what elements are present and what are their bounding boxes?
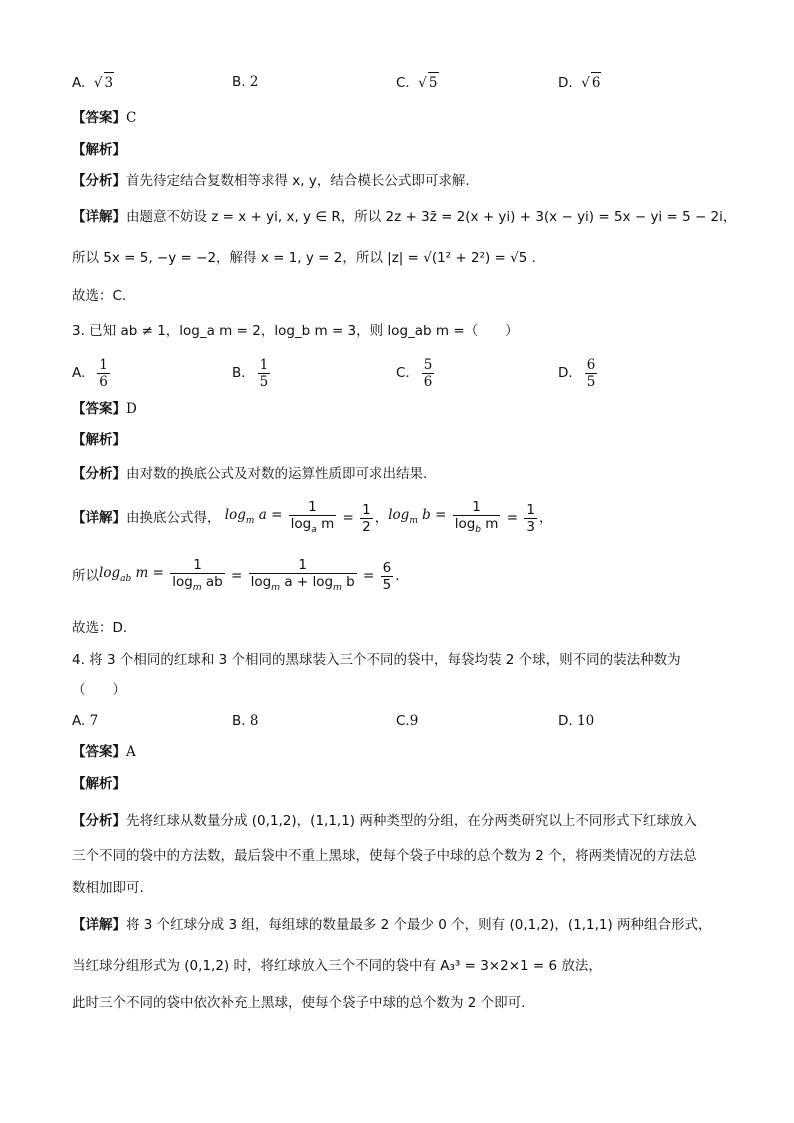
xiangjie-text: 所以 5x = 5, −y = −2，解得 x = 1, y = 2，所以 |z| = √(1² + 2²) = √5 . <box>72 250 536 266</box>
option-label: A. <box>72 75 86 91</box>
option-value: √ 5 <box>414 75 439 91</box>
option-label: A. <box>72 365 86 381</box>
q4-xiangjie-line-3 <box>72 993 734 1013</box>
option-value: 10 <box>576 713 595 729</box>
option-label: B. <box>232 74 246 90</box>
q4-xiangjie-line-2 <box>72 956 734 976</box>
q4-xiangjie-line-1 <box>72 915 734 935</box>
question-stem: （ ） <box>72 682 126 698</box>
xiangjie-tag: 【详解】 <box>72 917 126 933</box>
q4-option-b <box>232 711 258 731</box>
q4-option-a <box>72 711 98 731</box>
denominator: 6 <box>423 373 433 390</box>
numerator: 6 <box>586 356 596 373</box>
q2-option-b <box>232 72 258 92</box>
answer-tag: 【答案】 <box>72 744 126 760</box>
option-label: B. <box>232 713 246 729</box>
q3-option-a <box>72 355 112 391</box>
option-fraction <box>422 357 435 390</box>
xiangjie-text: 将 3 个红球分成 3 组，每组球的数量最多 2 个最少 0 个，则有 (0,1,2)，(1,1,1) 两种组合形式， <box>126 917 712 933</box>
xiangjie-tag: 【详解】 <box>72 209 126 225</box>
q2-xiangjie-line-1 <box>72 207 737 227</box>
q4-answer <box>72 742 734 762</box>
option-value: √ 3 <box>90 75 115 91</box>
q2-option-a <box>72 72 114 93</box>
q4-analysis-heading <box>72 774 734 794</box>
analysis-tag: 【解析】 <box>72 776 126 792</box>
analysis-tag: 【解析】 <box>72 142 126 158</box>
option-label: C. <box>396 75 410 91</box>
formula-log-m-b: $\log_m b$ = <box>388 507 451 526</box>
q2-options <box>72 72 732 92</box>
fraction: $\frac{1}{3}$ <box>526 501 535 535</box>
answer-value: C <box>126 110 137 126</box>
fenxi-tag: 【分析】 <box>72 466 126 482</box>
q3-option-d <box>558 355 599 391</box>
q3-option-c <box>396 355 436 391</box>
q3-analysis-heading <box>72 430 734 450</box>
answer-tag: 【答案】 <box>72 110 126 126</box>
conclusion-text: 故选：D. <box>72 620 128 636</box>
q4-fenxi-line-3 <box>72 878 734 898</box>
q3-stem <box>72 321 734 341</box>
question-stem: 4. 将 3 个相同的红球和 3 个相同的黑球装入三个不同的袋中，每袋均装 2 个球，则不同的装法种数为 <box>72 652 681 668</box>
q4-options <box>72 711 732 731</box>
formula-log-ab-m: $\log_{ab} m$ = <box>99 565 169 584</box>
q2-conclusion <box>72 286 734 306</box>
option-label: C. <box>396 713 410 729</box>
xiangjie-tag: 【详解】 <box>72 510 126 526</box>
option-label: B. <box>232 365 246 381</box>
fraction: $\frac{1}{\log_b m}$ <box>453 499 501 538</box>
option-fraction <box>258 357 271 390</box>
numerator: 5 <box>423 356 433 373</box>
q3-option-b <box>232 355 272 391</box>
fraction: $\frac{1}{\log_m ab}$ <box>170 557 225 596</box>
fenxi-text: 三个不同的袋中的方法数，最后袋中不重上黑球，使每个袋子中球的总个数为 2 个，将两类情况的方法总 <box>72 848 697 864</box>
fenxi-text: 先将红球从数量分成 (0,1,2)，(1,1,1) 两种类型的分组，在分两类研究以上不同形式下红球放入 <box>126 813 697 829</box>
fenxi-text: 首先待定结合复数相等求得 x, y，结合模长公式即可求解. <box>126 173 470 189</box>
q3-fenxi <box>72 464 734 484</box>
option-fraction <box>585 357 598 390</box>
option-fraction <box>97 357 110 390</box>
xiangjie-text: 所以 <box>72 568 99 584</box>
numerator: 1 <box>259 356 269 373</box>
fraction: $\frac{6}{5}$ <box>382 559 392 593</box>
conclusion-text: 故选：C. <box>72 288 127 304</box>
answer-value: D <box>126 401 137 417</box>
denominator: 6 <box>99 373 108 390</box>
q4-option-c <box>396 711 418 731</box>
answer-tag: 【答案】 <box>72 401 126 417</box>
answer-value: A <box>126 744 136 760</box>
denominator: 5 <box>586 373 596 390</box>
xiangjie-text: 当红球分组形式为 (0,1,2) 时，将红球放入三个不同的袋中有 A₃³ = 3×2×1 = 6 放法， <box>72 958 602 974</box>
fenxi-tag: 【分析】 <box>72 173 126 189</box>
option-label: C. <box>396 365 410 381</box>
q3-xiangjie-line-1: 【详解】 由换底公式得， $\log_m a$ = $\frac{1}{\log_a m}$ = $\frac{1}{2}$ ， $\log_m b$ = $\frac{1}{\log_b m}$ = $\frac{1}{3}$ ， <box>72 498 734 538</box>
option-value: 2 <box>249 74 259 90</box>
q2-xiangjie-line-2 <box>72 248 734 268</box>
q4-fenxi-line-1 <box>72 811 734 831</box>
fraction: $\frac{1}{\log_m a + \log_m b}$ <box>249 557 357 596</box>
q4-fenxi-line-2 <box>72 846 734 866</box>
option-label: D. <box>558 75 573 91</box>
question-stem: 3. 已知 ab ≠ 1，log_a m = 2，log_b m = 3，则 log_ab m =（ ） <box>72 323 519 339</box>
formula-log-m-a: $\log_m a$ = <box>220 507 287 526</box>
q4-stem-line-1 <box>72 650 734 670</box>
q3-answer <box>72 399 734 419</box>
analysis-tag: 【解析】 <box>72 432 126 448</box>
option-value: 8 <box>249 713 259 729</box>
option-value: 7 <box>89 713 99 729</box>
q2-fenxi <box>72 171 734 191</box>
q2-answer <box>72 108 734 128</box>
option-label: D. <box>558 365 573 381</box>
q2-analysis-heading <box>72 140 734 160</box>
fraction: $\frac{1}{2}$ <box>362 501 371 535</box>
denominator: 5 <box>259 373 269 390</box>
fenxi-tag: 【分析】 <box>72 813 126 829</box>
q3-xiangjie-line-2: 所以 $\log_{ab} m$ = $\frac{1}{\log_m ab}$ = $\frac{1}{\log_m a + \log_m b}$ = $\frac{6}{5}$ . <box>72 556 734 596</box>
fenxi-text: 数相加即可. <box>72 880 144 896</box>
option-value: √ 6 <box>577 75 602 91</box>
xiangjie-text: 由题意不妨设 z = x + yi, x, y ∈ R，所以 2z + 3z̄ = 2(x + yi) + 3(x − yi) = 5x − yi = 5 − 2i， <box>126 209 737 225</box>
numerator: 1 <box>99 356 108 373</box>
option-label: A. <box>72 713 86 729</box>
fraction: $\frac{1}{\log_a m}$ <box>289 499 337 538</box>
q4-option-d <box>558 711 594 731</box>
option-value: 9 <box>409 713 419 729</box>
xiangjie-text: 由换底公式得， <box>126 510 221 526</box>
q2-option-d <box>558 72 601 93</box>
q2-option-c <box>396 72 439 93</box>
q3-options <box>72 355 732 391</box>
q3-conclusion <box>72 618 734 638</box>
option-label: D. <box>558 713 573 729</box>
xiangjie-text: 此时三个不同的袋中依次补充上黑球，使每个袋子中球的总个数为 2 个即可. <box>72 995 526 1011</box>
fenxi-text: 由对数的换底公式及对数的运算性质即可求出结果. <box>126 466 428 482</box>
q4-stem-line-2 <box>72 680 734 700</box>
